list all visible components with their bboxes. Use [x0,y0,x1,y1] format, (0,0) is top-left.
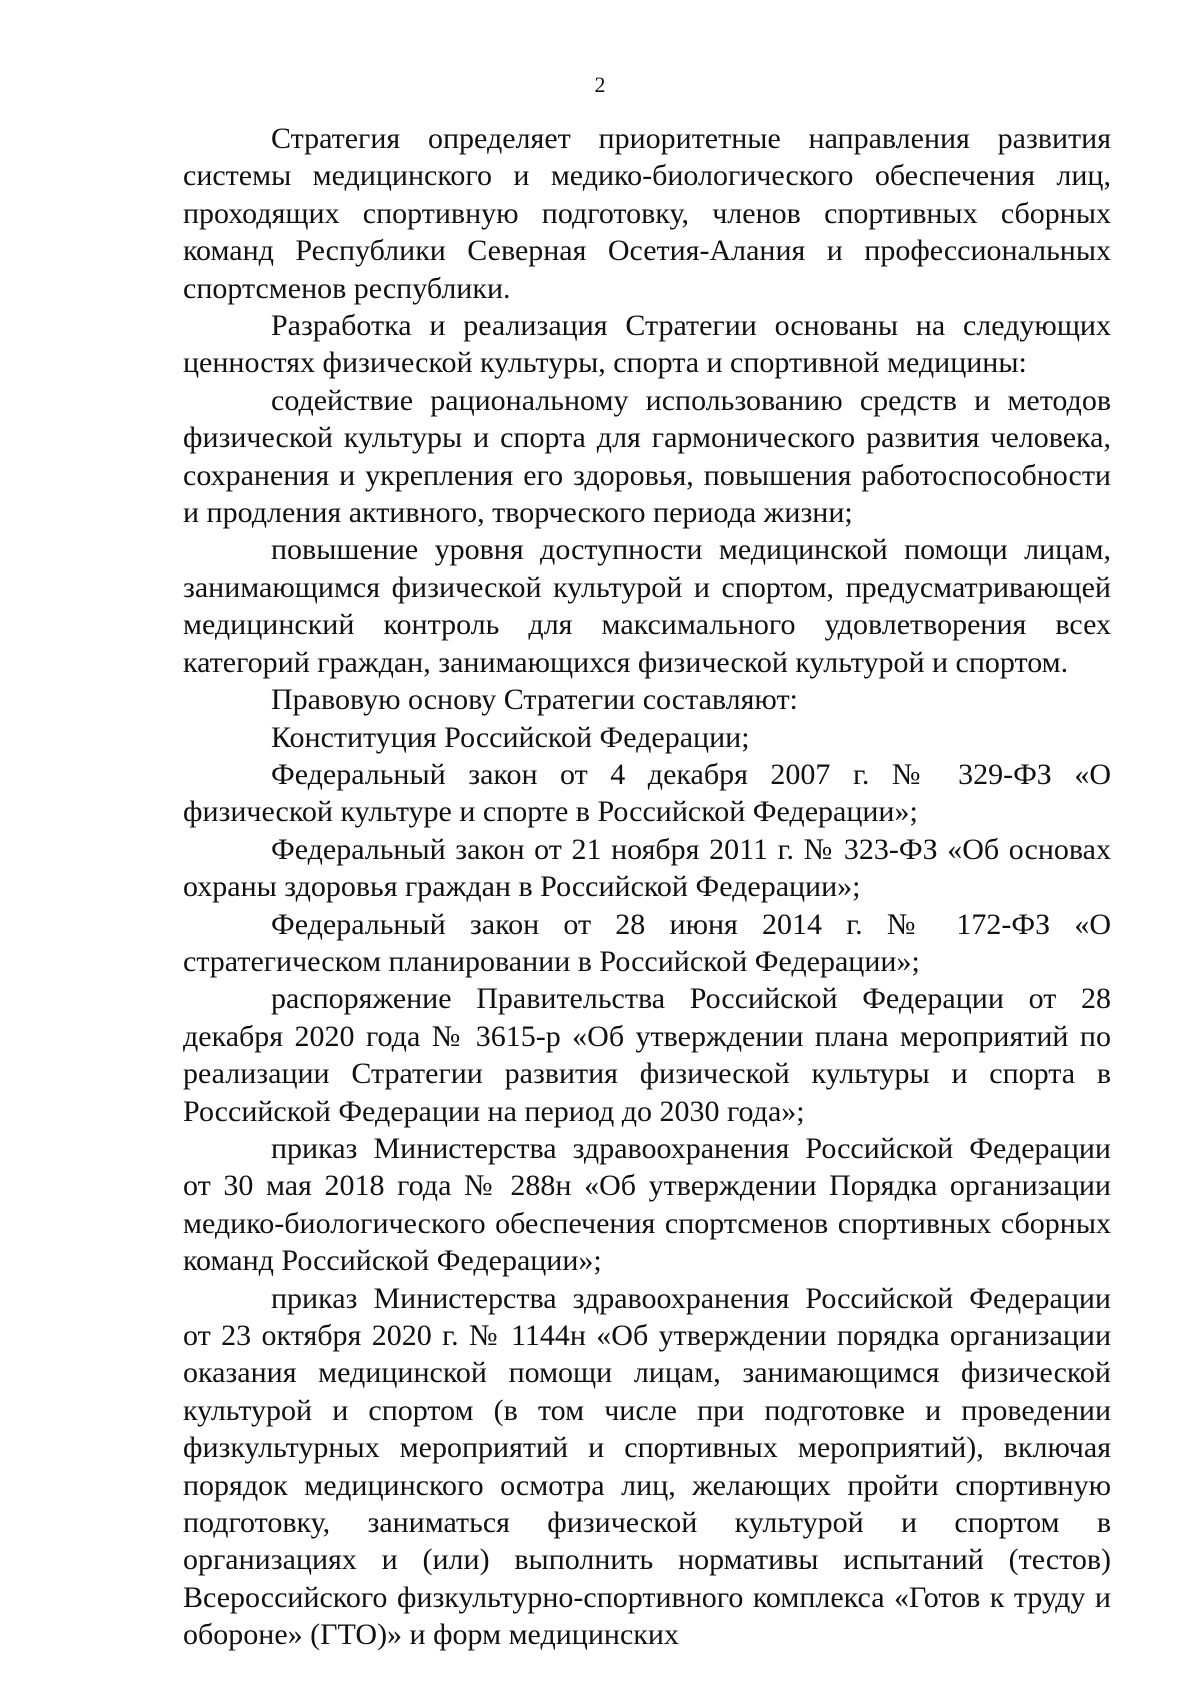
document-body [183,120,1111,1654]
page-number: 2 [594,72,606,97]
paragraph-strategy-purpose: Стратегия определяет приоритетные направления развития системы медицинского и медико-биологического обеспечения лиц, проходящих спортивную подготовку, членов спортивных сборных команд Республики Северная Осетия-Алания и профессиональных спортсменов республики. [183,122,1111,305]
paragraph-order-1144n: приказ Министерства здравоохранения Российской Федерации от 23 октября 2020 г. № 1144н «Об утверждении порядка организации оказания медицинской помощи лицам, занимающимся физической культурой и спортом (в том числе при подготовке и проведении физкультурных мероприятий и спортивных мероприятий), включая порядок медицинского осмотра лиц, желающих пройти спортивную подготовку, заниматься физической культурой и спортом в организациях и (или) выполнить нормативы испытаний (тестов) Всероссийского физкультурно-спортивного комплекса «Готов к труду и обороне» (ГТО)» и форм медицинских [183,1281,1111,1652]
paragraph-constitution: Конституция Российской Федерации; [271,720,750,754]
paragraph-law-323: Федеральный закон от 21 ноября 2011 г. № 323-ФЗ «Об основах охраны здоровья граждан в Российской Федерации»; [183,832,1111,904]
paragraph-law-172: Федеральный закон от 28 июня 2014 г. № 172-ФЗ «О стратегическом планировании в Российской Федерации»; [183,907,1111,978]
paragraph-law-329: Федеральный закон от 4 декабря 2007 г. № 329-ФЗ «О физической культуре и спорте в Российской Федерации»; [183,757,1111,829]
paragraph-legal-basis-heading: Правовую основу Стратегии составляют: [271,683,798,717]
paragraph-strategy-values: Разработка и реализация Стратегии основаны на следующих ценностях физической культуры, спорта и спортивной медицины: [183,309,1111,380]
paragraph-value-rational-use: содействие рациональному использованию средств и методов физической культуры и спорта для гармонического развития человека, сохранения и укрепления его здоровья, повышения работоспособности и продления активного, творческого периода жизни; [183,383,1111,530]
paragraph-order-3615: распоряжение Правительства Российской Федерации от 28 декабря 2020 года № 3615-р «Об утверждении плана мероприятий по реализации Стратегии развития физической культуры и спорта в Российской Федерации на период до 2030 года»; [183,982,1111,1128]
paragraph-order-288n: приказ Министерства здравоохранения Российской Федерации от 30 мая 2018 года № 288н «Об утверждении Порядка организации медико-биологического обеспечения спортсменов спортивных сборных команд Российской Федерации»; [183,1131,1111,1278]
paragraph-value-accessibility: повышение уровня доступности медицинской помощи лицам, занимающимся физической культурой и спортом, предусматривающей медицинский контроль для максимального удовлетворения всех категорий граждан, занимающихся физической культурой и спортом. [183,533,1111,679]
